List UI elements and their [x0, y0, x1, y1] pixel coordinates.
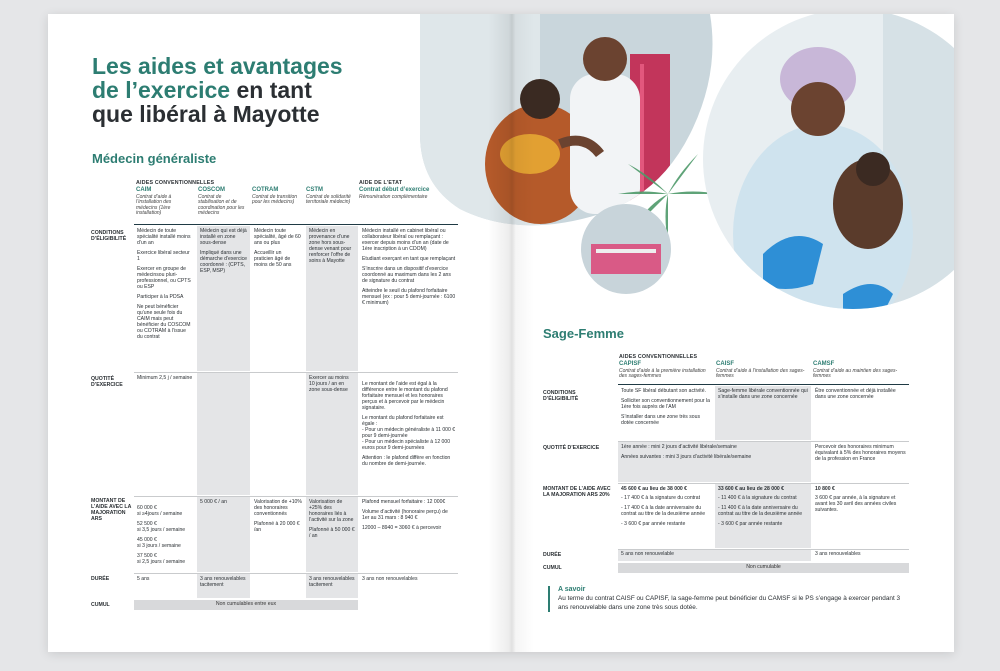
title-line-1: Les aides et avantages: [92, 53, 343, 79]
row-label-conditions: CONDITIONS D’ÉLIGIBILITÉ: [91, 230, 127, 242]
cell-camsf-quotite: Percevoir des honoraires minimum équivalant à 5% des honoraires moyens de la profession en France: [815, 444, 906, 462]
row-label-cumul: CUMUL: [91, 602, 110, 608]
col-caisf: CAISF Contrat d’aide à l’installation des sages-femmes: [716, 361, 805, 380]
cell-capisf-conditions: Toute SF libéral débutant son activité. Solliciter son conventionnement pour la 1ère fois auprès de l’AM S’installer dans une zone très sous dotée concernée: [621, 388, 710, 426]
col-contrat-debut: Contrat début d’exercice Rémunération complémentaire: [359, 187, 430, 200]
row-label-quotite: QUOTITÉ D’EXERCICE: [91, 376, 123, 388]
col-capisf: CAPISF Contrat d’aide à la première installation des sages-femmes: [619, 361, 706, 380]
cell-cstm-conditions: Médecin en provenance d’une zone hors sous-dense venant pour renforcer l’offre de soins à Mayotte: [306, 226, 358, 371]
col-coscom: COSCOM Contrat de stabilisation et de coordination pour les médecins: [198, 187, 245, 217]
cell-camsf-duree: 3 ans renouvelables: [815, 551, 861, 557]
header-rule: [134, 224, 458, 225]
cell-cstm-montant: Valorisation de +25% des honoraires liés à l’activité sur la zone Plafonné à 50 000 € / an: [306, 497, 358, 572]
brochure-spread: [48, 14, 954, 652]
cumul-bar-left: Non cumulables entre eux: [134, 600, 358, 610]
cell-cotram-montant: Valorisation de +10% des honoraires conventionnés Plafonné à 20 000 € /an: [254, 499, 302, 533]
cell-etat-quotite: Le montant de l’aide est égal à la différence entre le montant du plafond forfaitaire mensuel et les honoraires perçus et à percevoir par le médecin signataire. Le montant du plafond forfaitaire est égale : - Pour un médecin généraliste à 11 000 € pour 9 demi-journée - Pour un médecin spécialiste à 12 000 euros pour 9 demi-journées Attention : le plafond diffère en fonction du nombre de demi-journée.: [362, 381, 456, 467]
cell-caisf-conditions: Sage-femme libérale conventionnée qui s’installe dans une zone concernée: [715, 386, 811, 440]
cell-coscom-conditions: Médecin qui est déjà installé en zone sous-dense Impliqué dans une démarche d’exercice coordonné : (CPTS, ESP, MSP): [197, 226, 250, 371]
cell-cstm-duree: 3 ans renouvelables tacitement: [306, 574, 358, 598]
col-caim: CAIM Contrat d’aide à l’installation des médecins (1ère installation): [136, 187, 172, 217]
group-aide-etat: AIDE DE L’ETAT: [359, 180, 403, 186]
title-line-2b: en tant: [230, 77, 312, 103]
cell-camsf-conditions: Être conventionnée et déjà installée dans une zone concernée: [815, 388, 896, 400]
row-label-montant: MONTANT DE L’AIDE AVEC LA MAJORATION ARS: [91, 498, 132, 522]
cell-cotram-conditions: Médecin toute spécialité, âgé de 60 ans ou plus Accueillir un praticien âgé de moins de 50 ans: [254, 228, 301, 268]
row-label-quotite-sf: QUOTITÉ D’EXERCICE: [543, 445, 600, 451]
row-label-cumul-sf: CUMUL: [543, 565, 562, 571]
cell-caisf-montant: 33 600 € au lieu de 28 000 € - 11 400 € à la signature du contrat - 11 400 € à la date anniversaire du contrat au titre de la deuxième année - 3 600 € par année restante: [715, 484, 811, 548]
cell-cstm-quotite: Exercer au moins 10 jours / an en zone sous-dense: [306, 373, 358, 495]
col-cotram: COTRAM Contrat de transition pour les médecins): [252, 187, 298, 206]
cell-etat-montant: Plafond mensuel forfaitaire : 12 000€ Volume d’activité (honoraire perçu) de 1er au 31 mars : 8 940 € 12000 – 8940 = 3060 € à percevoir: [362, 499, 448, 531]
col-camsf: CAMSF Contrat d’aide au maintien des sages-femmes: [813, 361, 898, 380]
cell-cotram-duree: [251, 574, 305, 598]
cell-caim-quotite: Minimum 2,5 j / semaine: [137, 375, 193, 381]
photo-small-circle: [581, 204, 671, 294]
cell-coscom-quotite: [197, 373, 250, 495]
cell-etat-duree: 3 ans non renouvelables: [362, 576, 418, 582]
a-savoir-box: [548, 586, 908, 612]
title-line-3: que libéral à Mayotte: [92, 101, 320, 127]
header-rule-sf: [618, 384, 909, 385]
cell-coscom-duree: 3 ans renouvelables tacitement: [197, 574, 250, 598]
cell-caim-conditions: Médecin de toute spécialité installé moins d’un an Exercice libéral secteur 1 Exercer en groupe de médecinsou pluri-professionnel, ou CPTS ou ESP Participer à la PDSA Ne peut bénéficier qu’une seule fois du CAIM mais peut bénéficier du COSCOM ou COTRAM à l’issue du contrat: [137, 228, 191, 340]
a-savoir-text: Au terme du contrat CAISF ou CAPISF, la sage-femme peut bénéficier du CAMSF si le PS s’engage à exercer pendant 3 ans renouvelable dans une zone très sous dotée.: [558, 595, 901, 611]
cell-capisf-montant: 45 600 € au lieu de 38 000 € - 17 400 € à la signature du contrat - 17 400 € à la date anniversaire du contrat au titre de la deuxième année - 3 600 € par année restante: [621, 486, 706, 527]
cell-shared-quotite: 1ère année : mini 2 jours d’activité libérale/semaine Années suivantes : mini 3 jours d’activité libérale/semaine: [618, 442, 811, 482]
col-cstm: CSTM Contrat de solidarité territoriale médecin): [306, 187, 351, 206]
cell-caim-duree: 5 ans: [137, 576, 150, 582]
a-savoir-heading: A savoir: [558, 586, 586, 593]
cumul-bar-right: Non cumulable: [618, 563, 909, 573]
group-aides-conventionnelles-sf: AIDES CONVENTIONNELLES: [619, 354, 698, 360]
row-label-duree: DURÉE: [91, 576, 110, 582]
cell-shared-duree: 5 ans non renouvelable: [618, 550, 811, 561]
cell-coscom-montant: 5 000 € / an: [197, 497, 250, 572]
photo-midwife-baby: [703, 14, 954, 324]
section-sage-femme: Sage-Femme: [543, 326, 624, 341]
group-aides-conventionnelles: AIDES CONVENTIONNELLES: [136, 180, 215, 186]
cell-camsf-montant: 10 800 € 3 600 € par année, à la signature et avant les 30 avril des années civiles suivantes.: [815, 486, 897, 513]
cell-etat-conditions: Médecin installé en cabinet libéral ou collaborateur libéral ou remplaçant : exercer depuis moins d’un an (date de 1ère inscription à un CDOM) Etudiant exerçant en tant que remplaçant S’inscrire dans un dispositif d’exercice coordonné au maximum dans les 2 ans de signature du contrat Atteindre le seuil du plafond forfaitaire mensuel (ex : pour 5 demi-journée : 6100 € minimum): [362, 228, 456, 306]
cell-caim-montant: 60 000 € si ≥4jours / semaine 52 500 € si 3,5 jours / semaine 45 000 € si 3 jours / semaine 37 500 € si 2,5 jours / semaine: [137, 505, 186, 565]
title-line-2a: de l’exercice: [92, 77, 231, 103]
cell-cotram-quotite: [251, 373, 305, 495]
row-label-conditions-sf: CONDITIONS D’ÉLIGIBILITÉ: [543, 390, 579, 402]
section-medecin: Médecin généraliste: [92, 151, 217, 166]
row-label-montant-sf: MONTANT DE L’AIDE AVEC LA MAJORATION ARS 20%: [543, 486, 611, 498]
row-label-duree-sf: DURÉE: [543, 552, 562, 558]
page-title: [92, 54, 412, 126]
